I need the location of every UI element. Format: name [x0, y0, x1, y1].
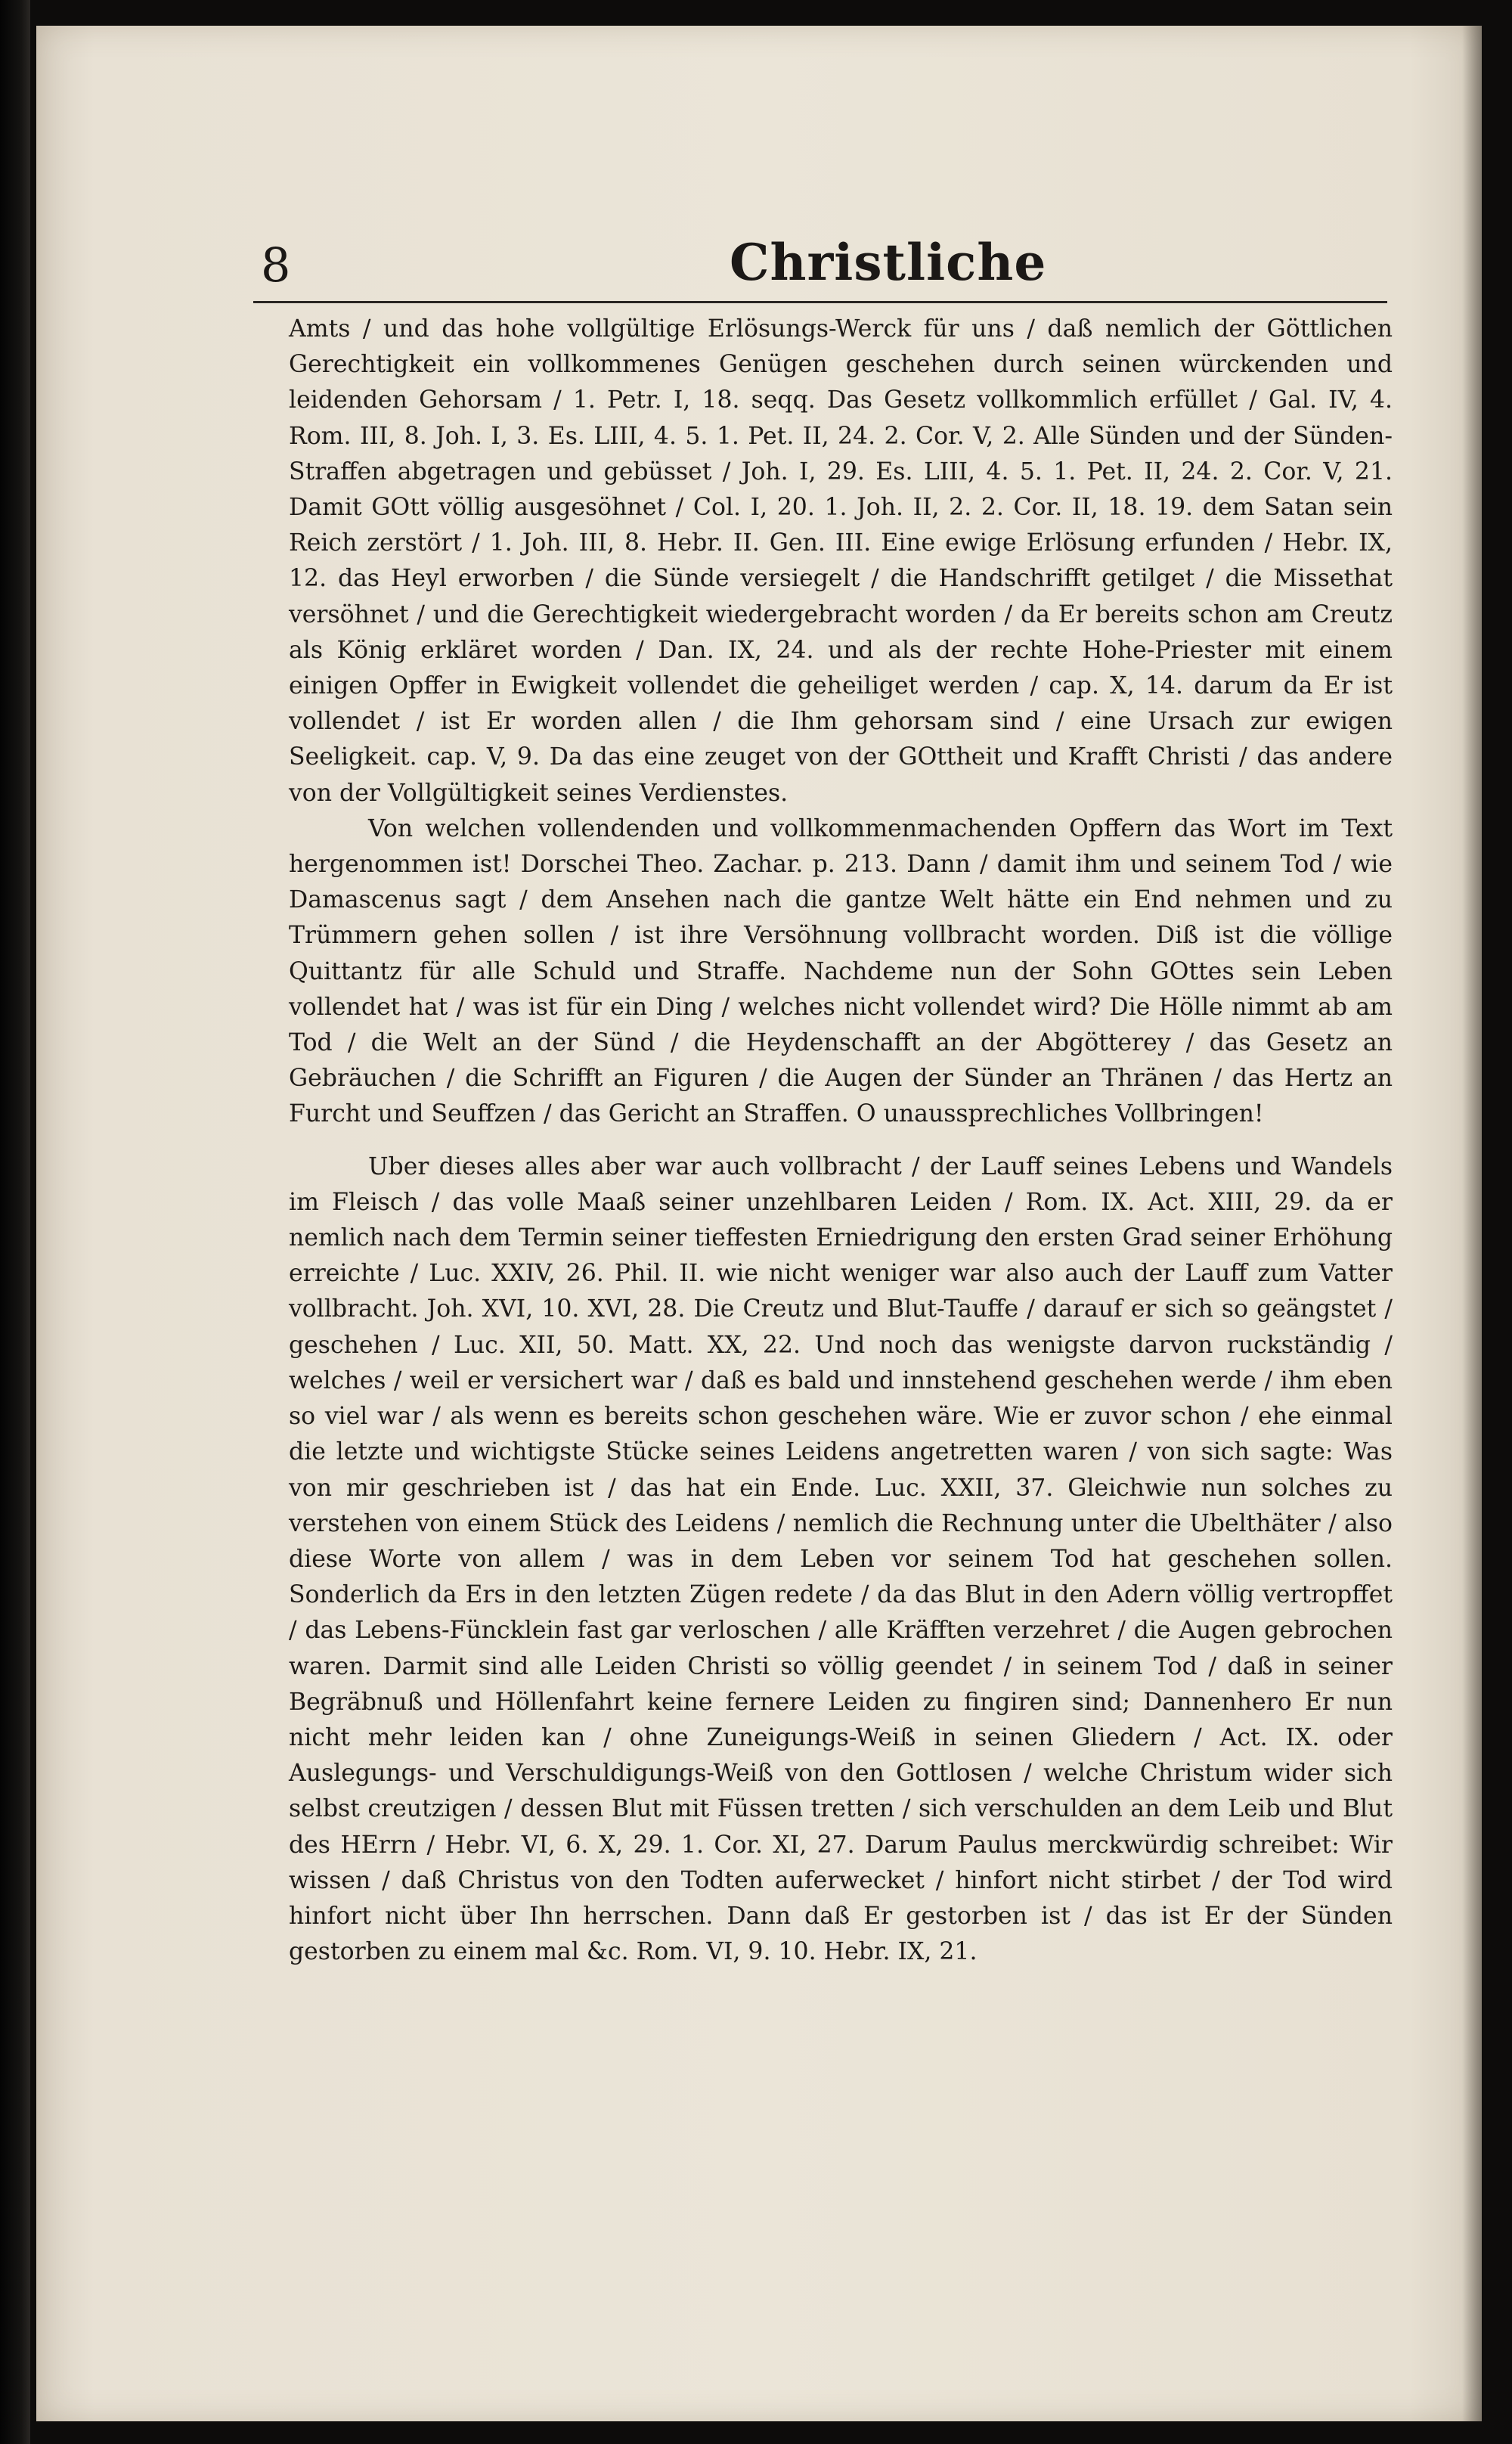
- paragraph-gap: [289, 1133, 1393, 1149]
- header-rule: [253, 301, 1387, 303]
- page-edge-shadow: [1462, 26, 1482, 2421]
- page-header: [253, 219, 1387, 310]
- paragraph-2: Von welchen vollendenden und vollkommenmachenden Opffern das Wort im Text hergenommen ist! Dorschei Theo. Zachar. p. 213. Dann / damit ihm und seinem Tod / wie Damascenus sagt / dem Ansehen nach die gantze Welt hätte ein End nehmen und zu Trümmern gehen sollen / ist ihre Versöhnung vollbracht worden. Diß ist die völlige Quittantz für alle Schuld und Straffe. Nachdeme nun der Sohn GOttes sein Leben vollendet hat / was ist für ein Ding / welches nicht vollendet wird? Die Hölle nimmt ab am Tod / die Welt an der Sünd / die Heydenschafft an der Abgötterey / das Gesetz an Gebräuchen / die Schrifft an Figuren / die Augen der Sünder an Thränen / das Hertz an Furcht und Seuffzen / das Gericht an Straffen. O unaussprechliches Vollbringen!: [289, 814, 1393, 1128]
- page-number: 8: [261, 237, 291, 293]
- running-title: Christliche: [730, 233, 1047, 292]
- book-binding-shadow: [0, 0, 30, 2444]
- body-text: [289, 312, 1393, 1970]
- paragraph-3: Uber dieses alles aber war auch vollbracht / der Lauff seines Lebens und Wandels im Fleisch / das volle Maaß seiner unzehlbaren Leiden / Rom. IX. Act. XIII, 29. da er nemlich nach dem Termin seiner tieffesten Erniedrigung den ersten Grad seiner Erhöhung erreichte / Luc. XXIV, 26. Phil. II. wie nicht weniger war also auch der Lauff zum Vatter vollbracht. Joh. XVI, 10. XVI, 28. Die Creutz und Blut-Tauffe / darauf er sich so geängstet / geschehen / Luc. XII, 50. Matt. XX, 22. Und noch das wenigste darvon ruckständig / welches / weil er versichert war / daß es bald und innstehend geschehen werde / ihm eben so viel war / als wenn es bereits schon geschehen wäre. Wie er zuvor schon / ehe einmal die letzte und wichtigste Stücke seines Leidens angetretten waren / von sich sagte: Was von mir geschrieben ist / das hat ein Ende. Luc. XXII, 37. Gleichwie nun solches zu verstehen von einem Stück des Leidens / nemlich die Rechnung unter die Ubelthäter / also diese Worte von allem / was in dem Leben vor seinem Tod hat geschehen sollen. Sonderlich da Ers in den letzten Zügen redete / da das Blut in den Adern völlig vertropffet / das Lebens-Füncklein fast gar verloschen / alle Kräfften verzehret / die Augen gebrochen waren. Darmit sind alle Leiden Christi so völlig geendet / in seinem Tod / daß in seiner Begräbnuß und Höllenfahrt keine fernere Leiden zu fingiren sind; Dannenhero Er nun nicht mehr leiden kan / ohne Zuneigungs-Weiß in seinen Gliedern / Act. IX. oder Auslegungs- und Verschuldigungs-Weiß von den Gottlosen / welche Christum wider sich selbst creutzigen / dessen Blut mit Füssen tretten / sich verschulden an dem Leib und Blut des HErrn / Hebr. VI, 6. X, 29. 1. Cor. XI, 27. Darum Paulus merckwürdig schreibet: Wir wissen / daß Christus von den Todten auferwecket / hinfort nicht stirbet / der Tod wird hinfort nicht über Ihn herrschen. Dann daß Er gestorben ist / das ist Er der Sünden gestorben zu einem mal &c. Rom. VI, 9. 10. Hebr. IX, 21.: [289, 1152, 1393, 1966]
- paragraph-1: Amts / und das hohe vollgültige Erlösungs-Werck für uns / daß nemlich der Göttlichen Gerechtigkeit ein vollkommenes Genügen geschehen durch seinen würckenden und leidenden Gehorsam / 1. Petr. I, 18. seqq. Das Gesetz vollkommlich erfüllet / Gal. IV, 4. Rom. III, 8. Joh. I, 3. Es. LIII, 4. 5. 1. Pet. II, 24. 2. Cor. V, 2. Alle Sünden und der Sünden-Straffen abgetragen und gebüsset / Joh. I, 29. Es. LIII, 4. 5. 1. Pet. II, 24. 2. Cor. V, 21. Damit GOtt völlig ausgesöhnet / Col. I, 20. 1. Joh. II, 2. 2. Cor. II, 18. 19. dem Satan sein Reich zerstört / 1. Joh. III, 8. Hebr. II. Gen. III. Eine ewige Erlösung erfunden / Hebr. IX, 12. das Heyl erworben / die Sünde versiegelt / die Handschrifft getilget / die Missethat versöhnet / und die Gerechtigkeit wiedergebracht worden / da Er bereits schon am Creutz als König erkläret worden / Dan. IX, 24. und als der rechte Hohe-Priester mit einem einigen Opffer in Ewigkeit vollendet die geheiliget werden / cap. X, 14. darum da Er ist vollendet / ist Er worden allen / die Ihm gehorsam sind / eine Ursach zur ewigen Seeligkeit. cap. V, 9. Da das eine zeuget von der GOttheit und Krafft Christi / das andere von der Vollgültigkeit seines Verdienstes.: [289, 315, 1393, 807]
